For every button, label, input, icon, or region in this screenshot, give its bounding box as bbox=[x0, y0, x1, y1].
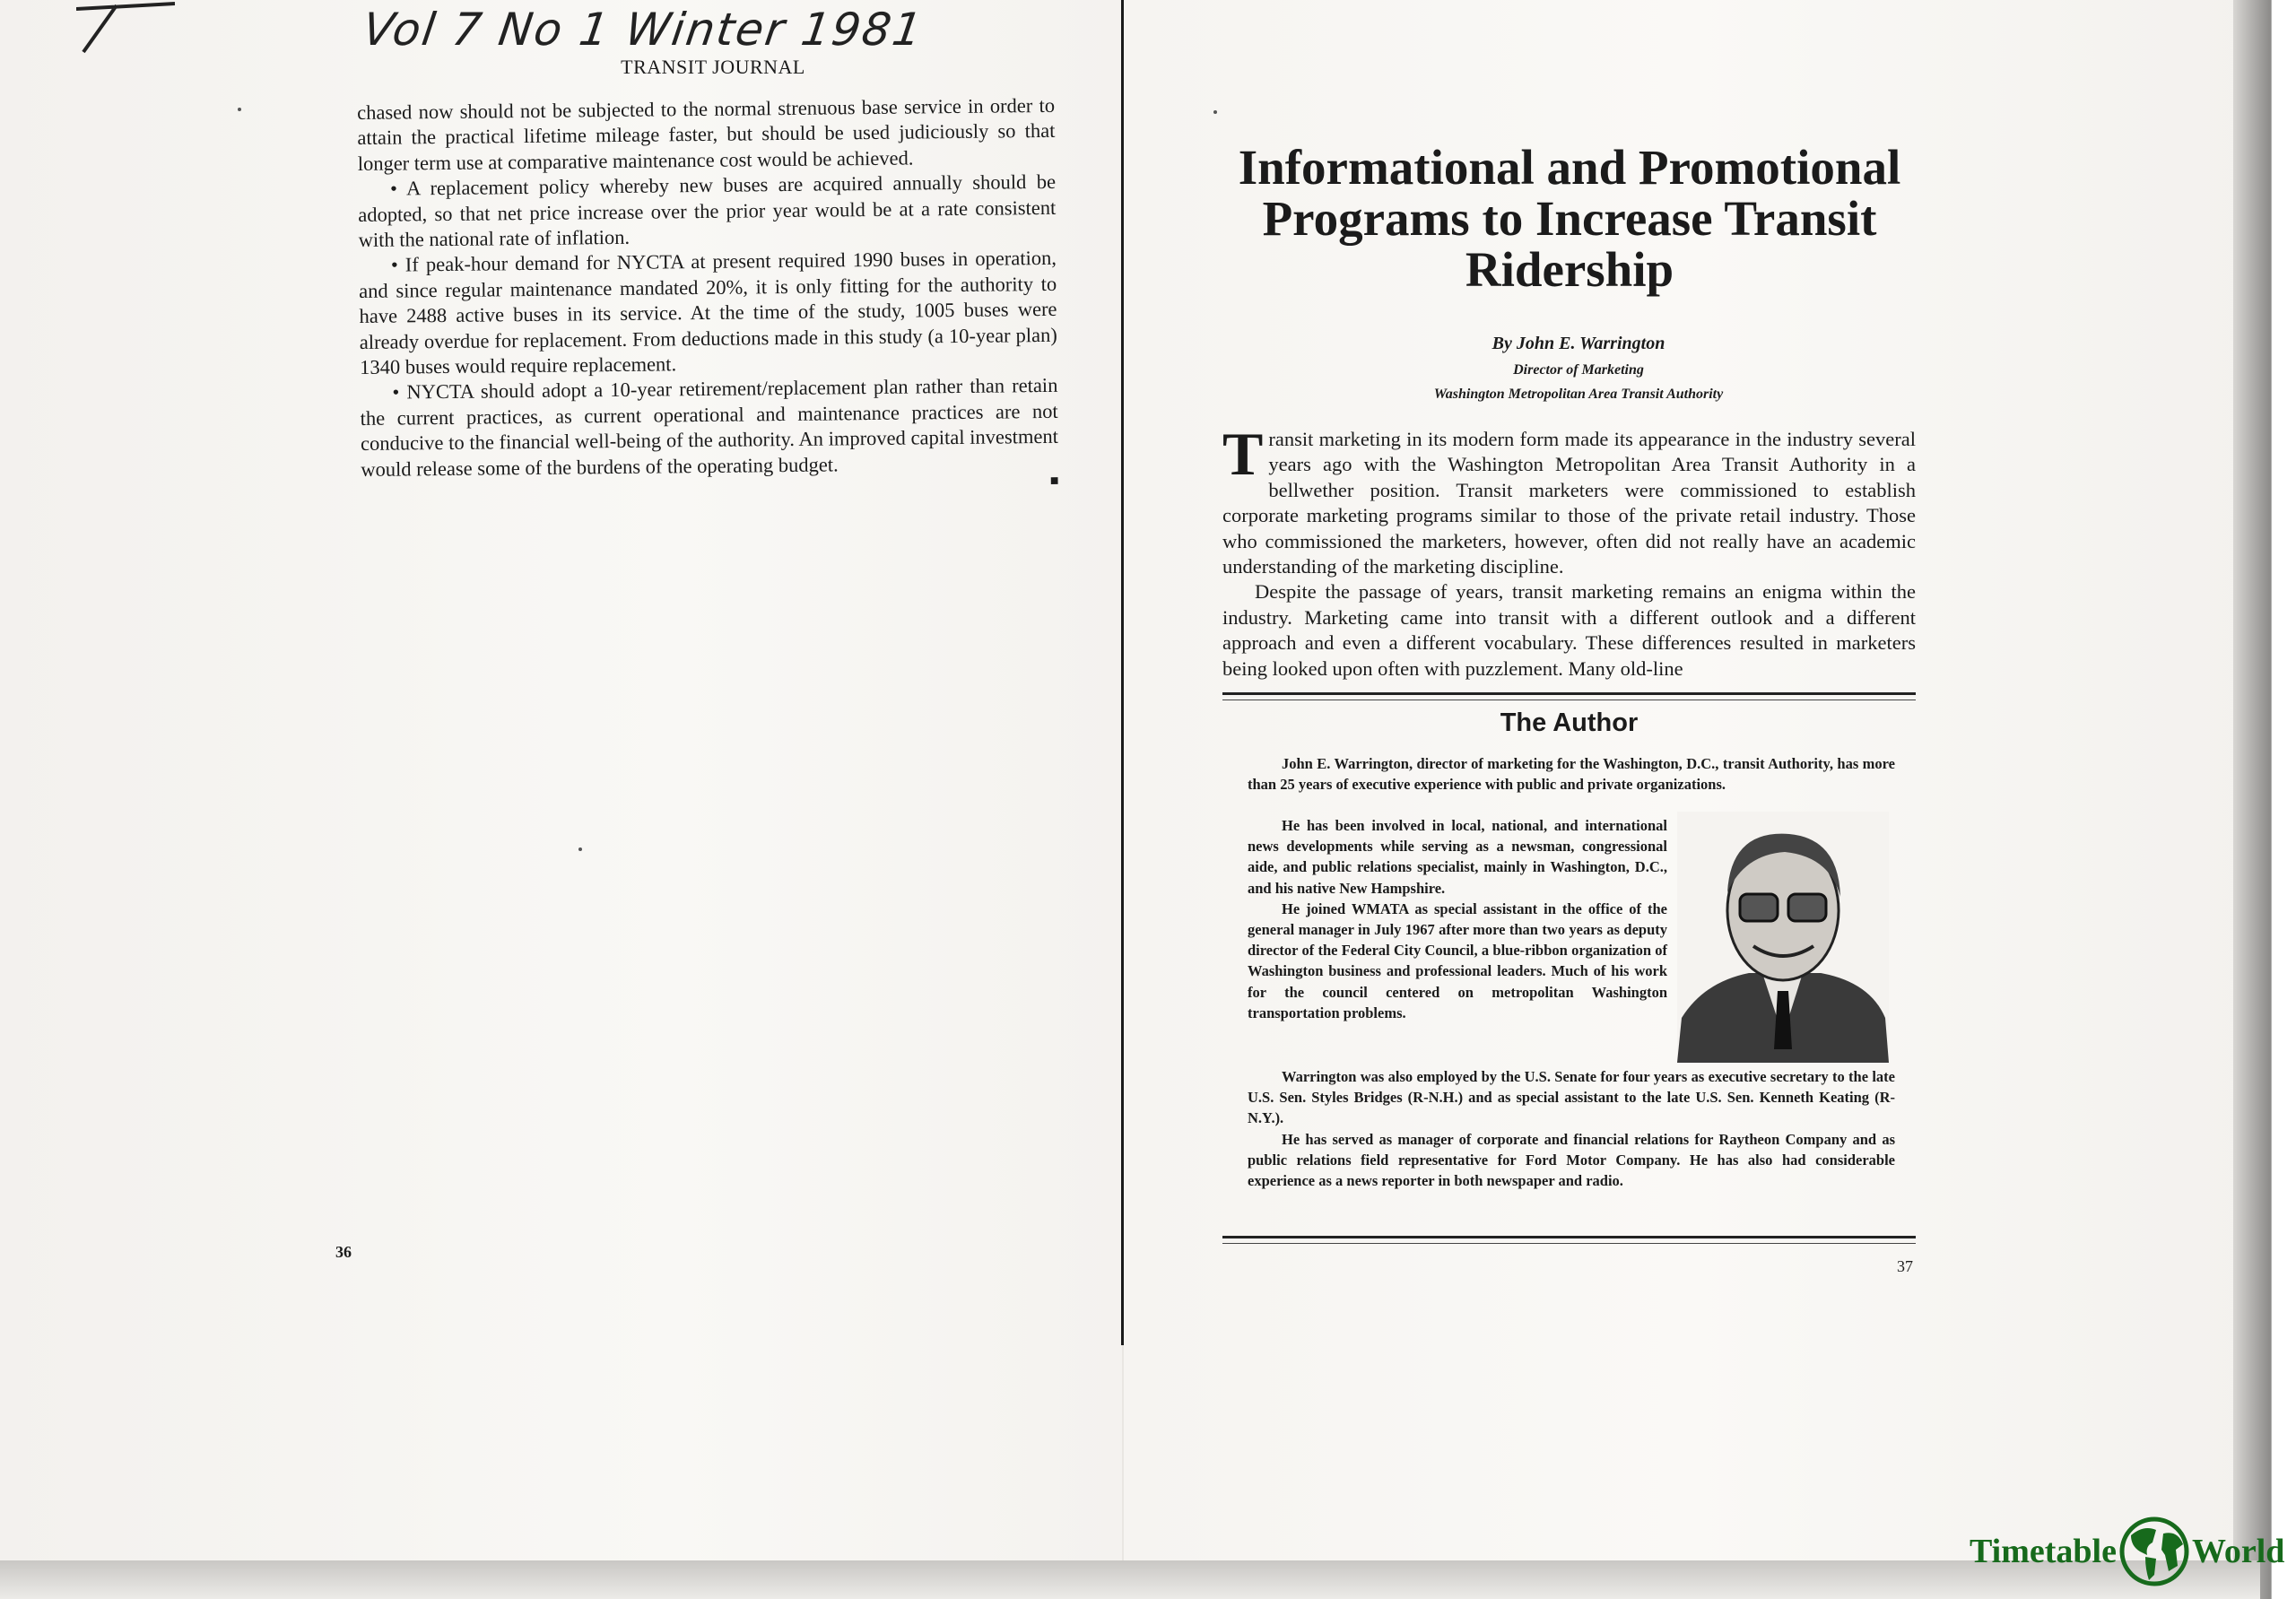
page-number-right: 37 bbox=[1897, 1257, 1913, 1275]
bullet-paragraph: • NYCTA should adopt a 10-year retirement/replacement plan rather than retain the current practices, as current operational and maintenance practices are not conducive to the financial well-being of the authority. An improved capital investment would release some of the burdens of the operating budget. bbox=[360, 374, 1059, 481]
bottom-rule bbox=[1222, 1236, 1916, 1244]
page-number-left: 36 bbox=[335, 1243, 352, 1261]
author-role: Director of Marketing bbox=[1513, 362, 1644, 378]
scan-speck bbox=[578, 847, 582, 851]
page-gutter-line bbox=[1121, 0, 1124, 1345]
author-portrait bbox=[1677, 812, 1889, 1063]
paragraph bbox=[1222, 420, 1916, 579]
paragraph: He has been involved in local, national, and international news developments while serving as a newsman, congressional aide, and public relations specialist, mainly in Washington, D.C., and his native New Hampshire. bbox=[1248, 817, 1667, 897]
author-organization: Washington Metropolitan Area Transit Authority bbox=[1433, 387, 1724, 402]
byline: By John E. Warrington bbox=[1492, 334, 1665, 353]
scan-speck bbox=[1213, 110, 1217, 114]
watermark-left-word: Timetable bbox=[1970, 1533, 2117, 1570]
pen-mark bbox=[76, 0, 175, 54]
top-rule bbox=[1222, 692, 1916, 700]
running-head: TRANSIT JOURNAL bbox=[621, 56, 805, 78]
scan-speck bbox=[238, 108, 241, 111]
left-article-text bbox=[357, 93, 1059, 495]
paragraph: chased now should not be subjected to the normal strenuous base service in order to attain the practical lifetime mileage faster, but should be used judiciously so that longer term use at comparative maintenance cost would be achieved. bbox=[357, 93, 1056, 175]
paragraph: He has served as manager of corporate and financial relations for Raytheon Company and as public relations field representative for Ford Motor Company. He has also had considerable experience as a news reporter in both newspaper and radio. bbox=[1248, 1130, 1895, 1190]
author-bio bbox=[1248, 815, 1667, 1023]
article-title: Informational and Promotional Programs to Increase Transit Ridership bbox=[1238, 140, 1901, 297]
author-box-heading: The Author bbox=[1500, 708, 1639, 737]
author-bio bbox=[1248, 1066, 1895, 1191]
end-of-article-mark: ■ bbox=[1049, 473, 1059, 490]
globe-icon bbox=[2118, 1516, 2190, 1587]
paragraph-text: ransit marketing in its modern form made its appearance in the industry several years ago with the Washington Metropolitan Area Transit Authority in a bellwether position. Transit marketers were commissioned to establish corporate marketing programs similar to those of the private retail industry. Those who commissioned the marketers, however, often did not really have an academic understanding of the marketing discipline. bbox=[1222, 428, 1916, 578]
handwritten-issue-note: Vol 7 No 1 Winter 1981 bbox=[359, 4, 927, 56]
paragraph: John E. Warrington, director of marketing for the Washington, D.C., transit Authority, has more than 25 years of executive experience with public and private organizations. bbox=[1248, 755, 1895, 794]
watermark-right-word: World bbox=[2191, 1533, 2285, 1570]
paragraph: Despite the passage of years, transit marketing remains an enigma within the industry. Marketing came into transit with a different outlook and a different approach and even a different vocabulary. These differences resulted in marketers being looked upon often with puzzlement. Many old-line bbox=[1222, 580, 1916, 680]
scan-bottom-edge bbox=[0, 1560, 2260, 1599]
drop-cap: T bbox=[1222, 420, 1264, 488]
scan-edge-shadow bbox=[2233, 0, 2296, 1599]
bullet-paragraph: • A replacement policy whereby new buses are acquired annually should be adopted, so that net price increase over the prior year would be at a rate consistent with the national rate of inflation. bbox=[358, 170, 1057, 252]
paragraph: Warrington was also employed by the U.S. Senate for four years as executive secretary to the late U.S. Sen. Styles Bridges (R-N.H.) and as special assistant to the late U.S. Sen. Kenneth Keating (R-N.Y.). bbox=[1248, 1068, 1895, 1127]
paragraph: He joined WMATA as special assistant in the office of the general manager in July 1967 after more than two years as deputy director of the Federal City Council, a blue-ribbon organization of Washington business and professional leaders. Much of his work for the council centered on metropolitan Washington transportation problems. bbox=[1248, 899, 1667, 1021]
author-bio bbox=[1248, 753, 1895, 795]
article-body bbox=[1222, 420, 1916, 682]
timetable-world-watermark bbox=[1970, 1516, 2284, 1587]
bullet-paragraph: • If peak-hour demand for NYCTA at present required 1990 buses in operation, and since regular maintenance mandated 20%, it is only fitting for the authority to have 2488 active buses in its service. At the time of the study, 1005 buses were already overdue for replacement. From deductions made in this study (a 10-year plan) 1340 buses would require replacement. bbox=[359, 247, 1057, 379]
